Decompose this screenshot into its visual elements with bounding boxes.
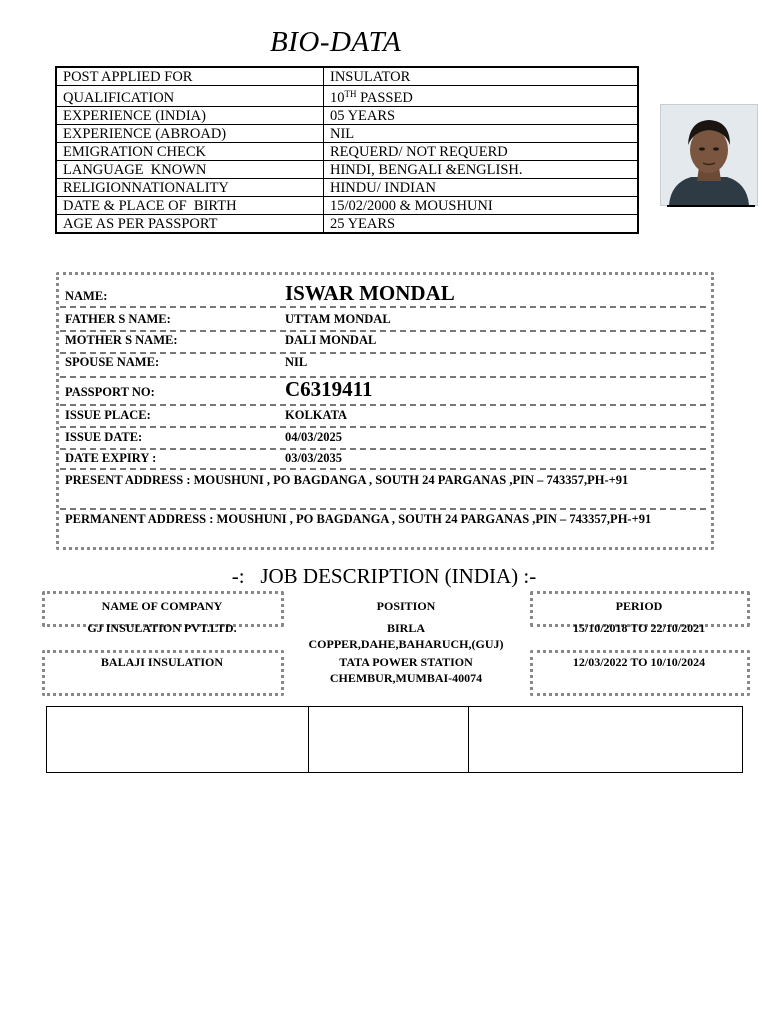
row-value: 25 YEARS xyxy=(324,215,639,234)
period-value: 15/10/2018 TO 22/10/2021 xyxy=(572,621,706,635)
present-address: PRESENT ADDRESS : MOUSHUNI , PO BAGDANGA , SOUTH 24 PARGANAS ,PIN – 743357,PH-+91 xyxy=(65,473,629,487)
divider xyxy=(60,352,706,354)
row-value: HINDU/ INDIAN xyxy=(324,179,639,197)
row-value: INSULATOR xyxy=(324,67,639,86)
divider xyxy=(60,448,706,450)
summary-table xyxy=(55,66,639,234)
company-header: NAME OF COMPANY xyxy=(101,599,223,613)
row-value xyxy=(324,86,639,107)
row-value: 15/02/2000 & MOUSHUNI xyxy=(324,197,639,215)
period-header: PERIOD xyxy=(615,599,663,613)
issue-date-value: 04/03/2025 xyxy=(285,430,342,444)
divider xyxy=(60,376,706,378)
job-description-heading: -: JOB DESCRIPTION (INDIA) :- xyxy=(231,564,537,588)
issue-date-label: ISSUE DATE: xyxy=(65,430,143,444)
issue-place-label: ISSUE PLACE: xyxy=(65,408,151,422)
father-name-value: UTTAM MONDAL xyxy=(285,312,391,326)
issue-place-value: KOLKATA xyxy=(285,408,348,422)
position-line: CHEMBUR,MUMBAI-40074 xyxy=(329,671,483,685)
person-photo-icon xyxy=(661,105,757,205)
expiry-label: DATE EXPIRY : xyxy=(65,451,157,465)
row-key: LANGUAGE KNOWN xyxy=(56,161,324,179)
passport-value: C6319411 xyxy=(285,377,373,401)
table-row xyxy=(56,197,638,215)
table-row xyxy=(56,125,638,143)
company-value: BALAJI INSULATION xyxy=(100,655,224,669)
divider xyxy=(60,330,706,332)
photo-divider xyxy=(667,205,755,207)
divider xyxy=(60,306,706,308)
row-key: RELIGIONNATIONALITY xyxy=(56,179,324,197)
row-key: QUALIFICATION xyxy=(56,86,324,107)
row-value: HINDI, BENGALI &ENGLISH. xyxy=(324,161,639,179)
expiry-value: 03/03/2035 xyxy=(285,451,342,465)
row-value-sup: TH xyxy=(344,89,357,99)
row-key: EXPERIENCE (ABROAD) xyxy=(56,125,324,143)
name-label: NAME: xyxy=(65,289,108,303)
row-value-num: 10 xyxy=(330,90,345,106)
position-line: COPPER,DAHE,BAHARUCH,(GUJ) xyxy=(308,637,504,651)
row-value-rest: PASSED xyxy=(356,90,413,106)
name-value: ISWAR MONDAL xyxy=(285,281,455,305)
position-line: TATA POWER STATION xyxy=(339,655,473,669)
row-value: NIL xyxy=(324,125,639,143)
position-header: POSITION xyxy=(376,599,436,613)
column-divider xyxy=(308,707,309,772)
table-row xyxy=(56,67,638,86)
position-value xyxy=(290,654,522,686)
table-row xyxy=(56,161,638,179)
spouse-name-value: NIL xyxy=(285,355,308,369)
company-value: GJ INSULATION PVT.LTD. xyxy=(87,621,237,635)
divider xyxy=(60,426,706,428)
divider xyxy=(60,404,706,406)
row-key: POST APPLIED FOR xyxy=(56,67,324,86)
row-key: DATE & PLACE OF BIRTH xyxy=(56,197,324,215)
mother-name-label: MOTHER S NAME: xyxy=(65,333,178,347)
divider xyxy=(60,468,706,470)
period-value: 12/03/2022 TO 10/10/2024 xyxy=(572,655,706,669)
row-key: EXPERIENCE (INDIA) xyxy=(56,107,324,125)
row-key: EMIGRATION CHECK xyxy=(56,143,324,161)
table-row xyxy=(56,215,638,234)
row-key: AGE AS PER PASSPORT xyxy=(56,215,324,234)
empty-table xyxy=(46,706,743,773)
divider xyxy=(60,508,706,510)
page-title: BIO-DATA xyxy=(270,26,402,58)
permanent-address: PERMANENT ADDRESS : MOUSHUNI , PO BAGDANGA , SOUTH 24 PARGANAS ,PIN – 743357,PH-+91 xyxy=(65,512,652,526)
father-name-label: FATHER S NAME: xyxy=(65,312,171,326)
spouse-name-label: SPOUSE NAME: xyxy=(65,355,160,369)
table-row xyxy=(56,86,638,107)
position-value xyxy=(290,620,522,652)
position-line: BIRLA xyxy=(386,621,425,635)
column-divider xyxy=(468,707,469,772)
row-value: REQUERD/ NOT REQUERD xyxy=(324,143,639,161)
mother-name-value: DALI MONDAL xyxy=(285,333,377,347)
row-value: 05 YEARS xyxy=(324,107,639,125)
table-row xyxy=(56,179,638,197)
table-row xyxy=(56,143,638,161)
passport-photo xyxy=(660,104,758,206)
table-row xyxy=(56,107,638,125)
passport-label: PASSPORT NO: xyxy=(65,385,155,399)
